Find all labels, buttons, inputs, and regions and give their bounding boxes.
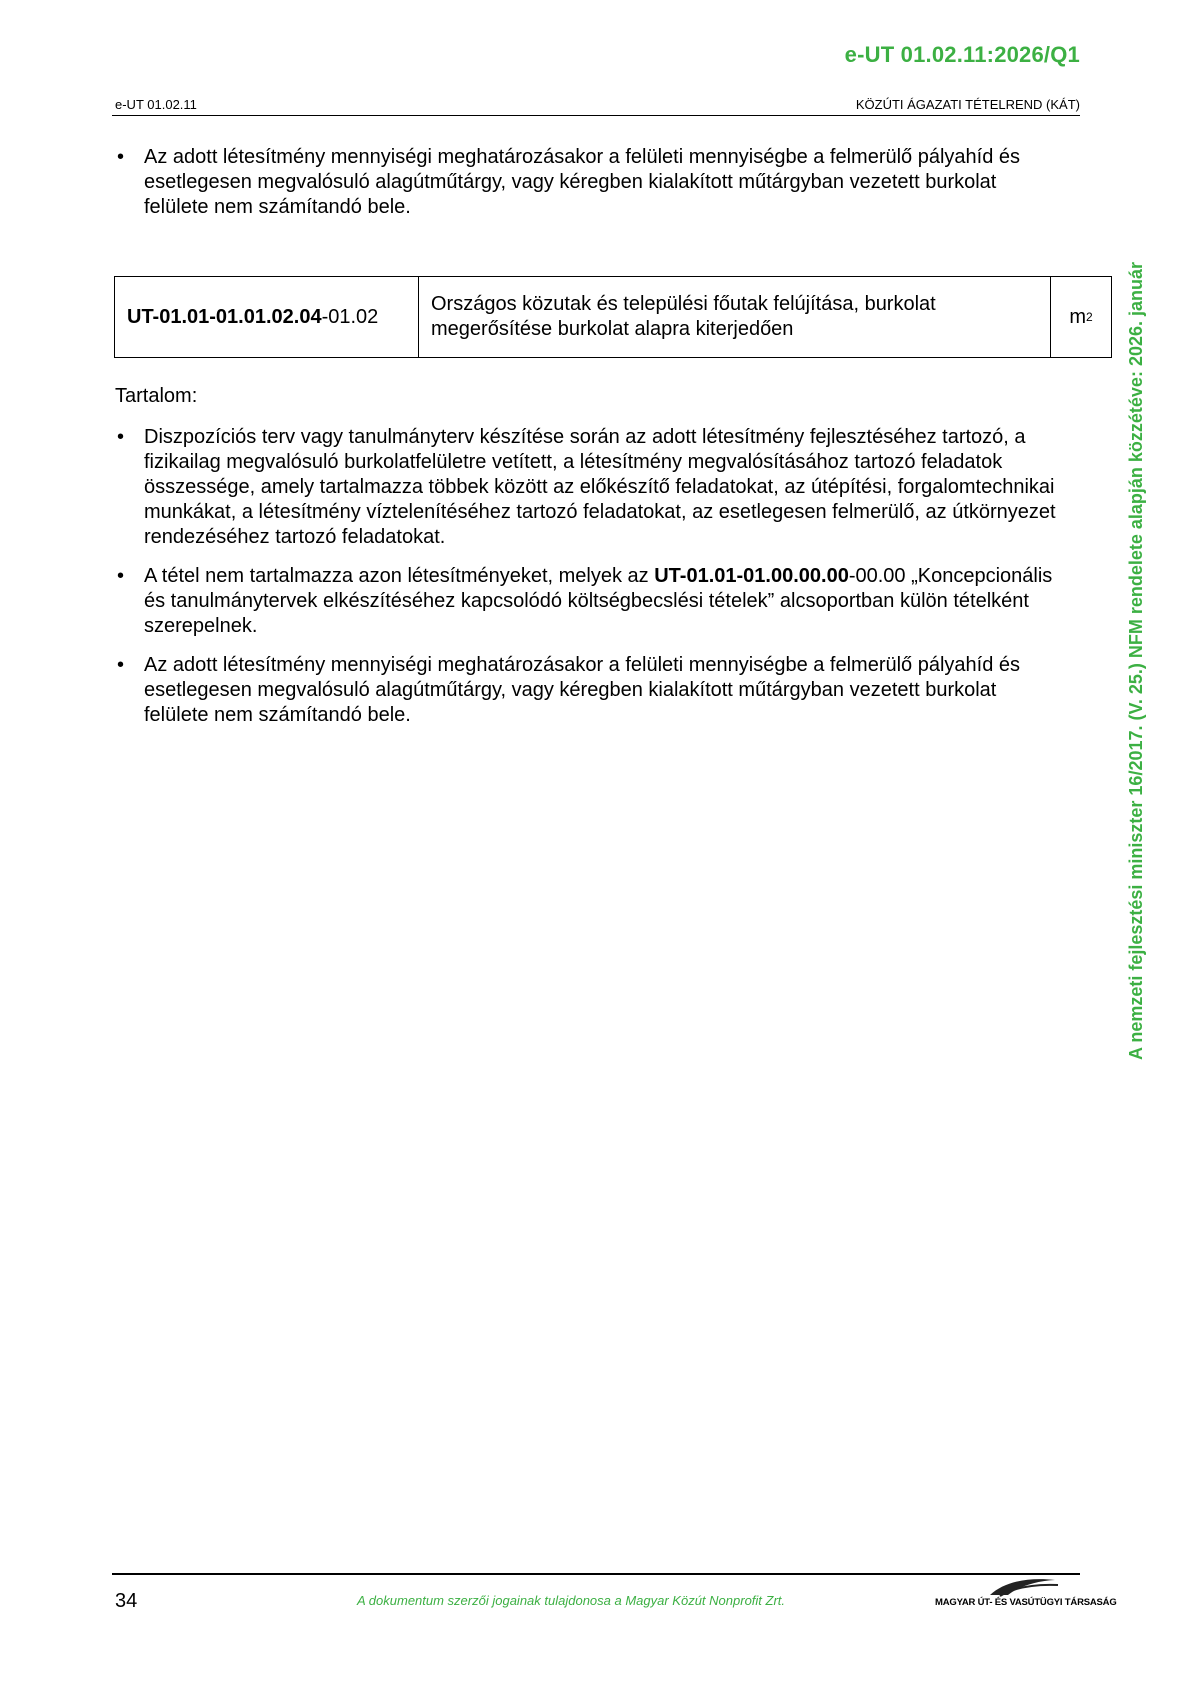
item-unit-exponent: 2 bbox=[1085, 310, 1093, 324]
bullet-text: Az adott létesítmény mennyiségi meghatározásakor a felületi mennyiségbe a felmerülő pályahíd és esetlegesen megvalósuló alagútműtárgy, vagy kéregben kialakított műtárgyban vezetett burkolat felülete nem számítandó bele. bbox=[144, 654, 1021, 726]
content-label: Tartalom: bbox=[115, 385, 198, 407]
list-item bbox=[115, 145, 1064, 220]
item-table bbox=[114, 276, 1112, 358]
item-code-rest: -01.02 bbox=[321, 305, 379, 328]
bullet-icon: • bbox=[117, 426, 125, 448]
logo-text: MAGYAR ÚT- ÉS VASÚTÜGYI TÁRSASÁG bbox=[935, 1597, 1117, 1608]
referenced-code-rest: -00.00 bbox=[848, 565, 906, 587]
item-code-cell bbox=[115, 277, 419, 357]
page-number: 34 bbox=[115, 1590, 138, 1612]
content-bullet-list bbox=[115, 425, 1064, 742]
list-item bbox=[115, 425, 1064, 550]
document-code: e-UT 01.02.11:2026/Q1 bbox=[844, 42, 1080, 67]
bullet-text: Diszpozíciós terv vagy tanulmányterv készítése során az adott létesítmény fejlesztéséhez tartozó, a fizikailag megvalósuló burkolatfelületre vetített, a létesítmény megvalósításához tartozó feladatok összessége, amely tartalmazza többek között az előkészítő feladatokat, az útépítési, forgalomtechnikai munkákat, a létesítmény víztelenítéséhez tartozó feladatokat, az esetlegesen felmerülő, az útkörnyezet rendezéséhez tartozó feladatokat. bbox=[144, 426, 1056, 548]
header-right: KÖZÚTI ÁGAZATI TÉTELREND (KÁT) bbox=[855, 97, 1080, 112]
intro-bullet-list bbox=[115, 145, 1064, 234]
bullet-icon: • bbox=[117, 146, 125, 168]
item-code-bold: UT-01.01-01.01.02.04 bbox=[127, 305, 322, 328]
header-rule bbox=[112, 115, 1080, 116]
bullet-text-pre: A tétel nem tartalmazza azon létesítményeket, melyek az bbox=[144, 565, 655, 587]
bullet-icon: • bbox=[117, 654, 125, 676]
item-unit: m bbox=[1069, 305, 1086, 328]
list-item bbox=[115, 653, 1064, 728]
bullet-text: Az adott létesítmény mennyiségi meghatározásakor a felületi mennyiségbe a felmerülő pályahíd és esetlegesen megvalósuló alagútműtárgy, vagy kéregben kialakított műtárgyban vezetett burkolat felülete nem számítandó bele. bbox=[144, 146, 1021, 218]
item-description: Országos közutak és települési főutak felújítása, burkolat megerősítése burkolat alapra kiterjedően bbox=[431, 293, 936, 340]
bullet-text-post: „Koncepcionális és tanulmánytervek elkészítéséhez kapcsolódó költségbecslési tételek” alcsoportban külön tételként szerepelnek. bbox=[144, 565, 1053, 637]
item-unit-cell bbox=[1051, 277, 1111, 357]
header-left: e-UT 01.02.11 bbox=[115, 97, 197, 112]
referenced-code-bold: UT-01.01-01.00.00.00 bbox=[654, 565, 849, 587]
bullet-icon: • bbox=[117, 565, 125, 587]
list-item bbox=[115, 564, 1064, 639]
item-description-cell bbox=[419, 277, 1051, 357]
footer-copyright: A dokumentum szerzői jogainak tulajdonosa a Magyar Közút Nonprofit Zrt. bbox=[357, 1593, 786, 1608]
side-publication-note: A nemzeti fejlesztési miniszter 16/2017. (V. 25.) NFM rendelete alapján közzétéve: 2026. január bbox=[1126, 261, 1146, 1060]
